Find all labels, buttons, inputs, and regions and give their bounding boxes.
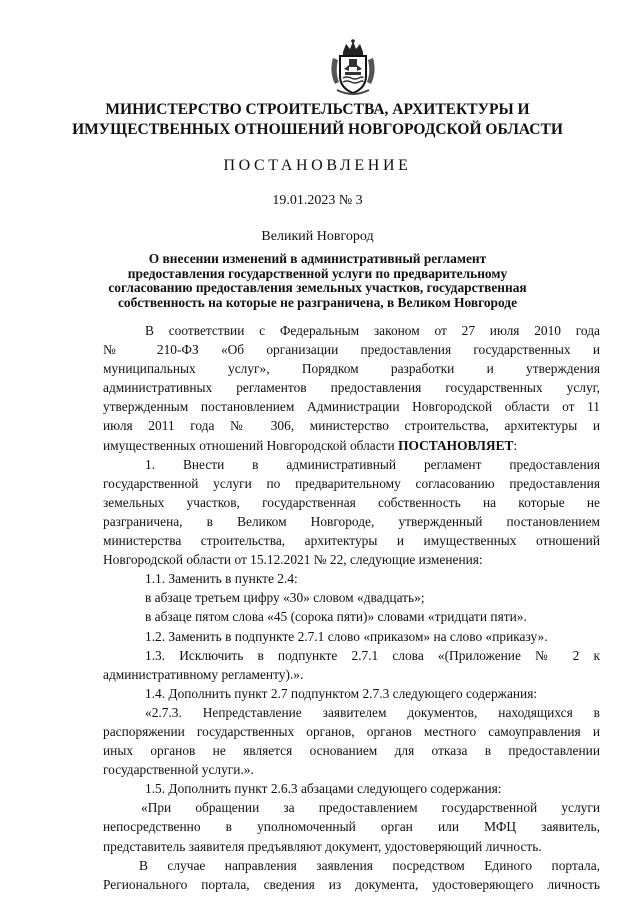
body-line: Регионального портала, сведения из документа, удостоверяющего личность <box>103 876 600 892</box>
body-line: государственной услуги по предварительному согласованию предоставления <box>103 475 600 491</box>
body-line: распоряжении государственных органов, органов местного самоуправления и <box>103 723 600 739</box>
body-line: 1.4. Дополнить пункт 2.7 подпунктом 2.7.3 следующего содержания: <box>145 685 538 701</box>
body-line: иных органов не является основанием для отказа в предоставлении <box>103 743 600 759</box>
document-body <box>103 321 600 894</box>
body-line: В соответствии с Федеральным законом от 27 июля 2010 года <box>145 323 600 338</box>
subject-line: согласованию предоставления земельных участков, государственная <box>108 280 527 296</box>
body-line: Новгородской области от 15.12.2021 № 22, следующие изменения: <box>103 552 483 568</box>
ministry-title <box>0 100 635 140</box>
body-line: министерства строительства, архитектуры и имущественных отношений <box>103 533 600 549</box>
subject-line: собственность на которые не разграничена, в Великом Новгороде <box>117 294 518 310</box>
document-city: Великий Новгород <box>261 229 374 244</box>
body-line: июля 2011 года № 306, министерство строительства, архитектуры и <box>103 418 600 434</box>
body-line: административных регламентов предоставления государственных услуг, <box>103 380 600 396</box>
coat-of-arms-icon <box>327 38 379 98</box>
body-line: 1.2. Заменить в подпункте 2.7.1 слово «приказом» на слово «приказу». <box>145 628 548 644</box>
subject-line: предоставления государственной услуги по предварительному <box>127 265 508 281</box>
document-subject <box>0 252 635 310</box>
body-line: «2.7.3. Непредставление заявителем документов, находящихся в <box>145 704 600 720</box>
body-line: № 210-ФЗ «Об организации предоставления государственных и <box>103 342 600 358</box>
body-line: в абзаце пятом слова «45 (сорока пяти)» словами «тридцати пяти». <box>145 609 527 625</box>
document-type: ПОСТАНОВЛЕНИЕ <box>223 157 412 174</box>
body-line: непосредственно в уполномоченный орган или МФЦ заявитель, <box>103 819 600 835</box>
body-line: представитель заявителя предъявляют документ, удостоверяющий личность. <box>103 838 542 854</box>
body-line: 1.3. Исключить в подпункте 2.7.1 слова «(Приложение № 2 к <box>145 647 600 663</box>
body-line: разграничена, в Великом Новгороде, утвержденный постановлением <box>103 513 600 529</box>
document-date-number: 19.01.2023 № 3 <box>272 193 363 208</box>
body-line: в абзаце третьем цифру «30» словом «двадцать»; <box>145 590 425 606</box>
ministry-title-line: МИНИСТЕРСТВО СТРОИТЕЛЬСТВА, АРХИТЕКТУРЫ И <box>105 101 530 118</box>
subject-line: О внесении изменений в административный регламент <box>148 251 487 266</box>
resolve-word: ПОСТАНОВЛЯЕТ <box>398 437 514 453</box>
body-text: : <box>513 437 518 453</box>
body-line: «При обращении за предоставлением государственной услуги <box>141 800 600 816</box>
body-line: 1.1. Заменить в пункте 2.4: <box>145 571 298 587</box>
body-line: административному регламенту).». <box>103 666 304 682</box>
body-line: утвержденным постановлением Администрации Новгородской области от 11 <box>103 399 600 415</box>
ministry-title-line: ИМУЩЕСТВЕННЫХ ОТНОШЕНИЙ НОВГОРОДСКОЙ ОБЛАСТИ <box>72 121 563 138</box>
body-line: 1. Внести в административный регламент предоставления <box>145 456 600 472</box>
body-line: муниципальных услуг», Порядком разработки и утверждения <box>103 361 600 377</box>
body-line <box>103 436 600 455</box>
body-line: 1.5. Дополнить пункт 2.6.3 абзацами следующего содержания: <box>145 781 502 797</box>
body-line: земельных участков, государственная собственность на которые не <box>103 494 600 510</box>
body-text: имущественных отношений Новгородской области <box>103 437 395 453</box>
body-line: В случае направления заявления посредством Единого портала, <box>139 857 600 873</box>
body-line: государственной услуги.». <box>103 762 254 778</box>
